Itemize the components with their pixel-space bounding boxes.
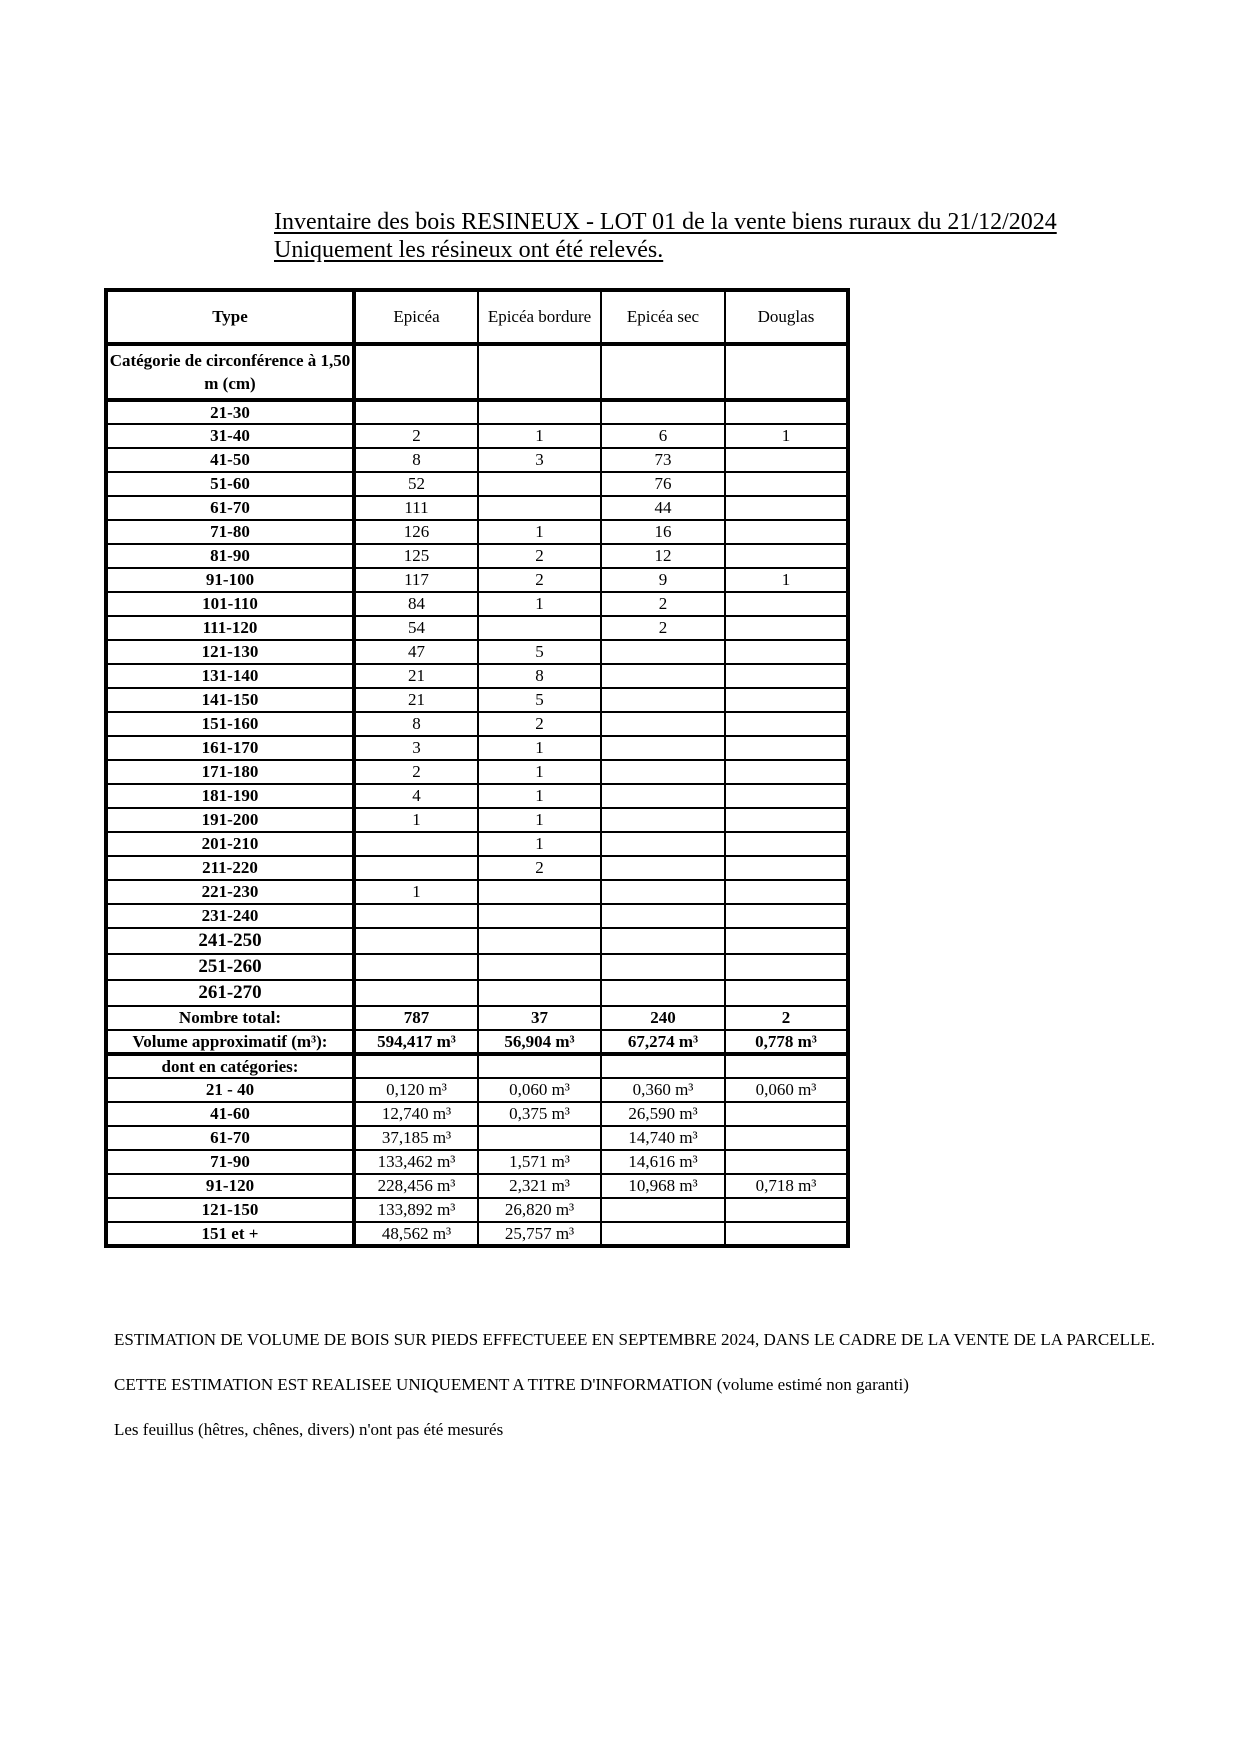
table-cell: 54	[354, 616, 478, 640]
table-row	[106, 954, 848, 980]
table-cell: 117	[354, 568, 478, 592]
table-cell: 16	[601, 520, 725, 544]
table-cell	[478, 954, 601, 980]
table-cell: 0,375 m³	[478, 1102, 601, 1126]
table-cell	[725, 472, 848, 496]
table-cell: 0,718 m³	[725, 1174, 848, 1198]
table-cell	[354, 928, 478, 954]
table-cell	[725, 784, 848, 808]
table-cell: 1	[725, 424, 848, 448]
table-cell: 37	[478, 1006, 601, 1030]
table-cell: 14,740 m³	[601, 1126, 725, 1150]
category-volume-row	[106, 1174, 848, 1198]
table-cell	[601, 712, 725, 736]
table-row	[106, 856, 848, 880]
table-row	[106, 880, 848, 904]
table-row	[106, 664, 848, 688]
table-cell	[601, 1054, 725, 1078]
table-cell: 21	[354, 688, 478, 712]
table-cell	[601, 344, 725, 400]
table-cell: 1	[354, 808, 478, 832]
table-cell: 2,321 m³	[478, 1174, 601, 1198]
table-cell	[601, 784, 725, 808]
volume-row	[106, 1030, 848, 1054]
dont-row	[106, 1054, 848, 1078]
heading-line-1: Inventaire des bois RESINEUX - LOT 01 de la vente biens ruraux du 21/12/2024	[274, 209, 1057, 235]
table-cell: 84	[354, 592, 478, 616]
row-label: 151 et +	[106, 1222, 354, 1246]
table-cell: 2	[601, 616, 725, 640]
table-cell	[725, 592, 848, 616]
table-row	[106, 688, 848, 712]
category-volume-row	[106, 1078, 848, 1102]
row-label: 221-230	[106, 880, 354, 904]
table-cell	[478, 880, 601, 904]
table-row	[106, 904, 848, 928]
row-label: 41-60	[106, 1102, 354, 1126]
table-cell: 125	[354, 544, 478, 568]
table-cell: 10,968 m³	[601, 1174, 725, 1198]
table-cell	[725, 712, 848, 736]
table-cell	[725, 664, 848, 688]
table-cell: 1	[725, 568, 848, 592]
table-cell: 44	[601, 496, 725, 520]
table-cell: 126	[354, 520, 478, 544]
table-row	[106, 424, 848, 448]
category-label-row	[106, 344, 848, 400]
table-cell: 21	[354, 664, 478, 688]
inventory-table	[104, 288, 850, 1248]
row-label: 61-70	[106, 1126, 354, 1150]
table-cell: 133,462 m³	[354, 1150, 478, 1174]
row-label: 131-140	[106, 664, 354, 688]
row-label: 101-110	[106, 592, 354, 616]
note-information: CETTE ESTIMATION EST REALISEE UNIQUEMENT A TITRE D'INFORMATION (volume estimé non garanti)	[114, 1375, 909, 1394]
table-cell: 37,185 m³	[354, 1126, 478, 1150]
table-cell: 0,120 m³	[354, 1078, 478, 1102]
row-label: 171-180	[106, 760, 354, 784]
table-cell: 787	[354, 1006, 478, 1030]
table-cell: 12,740 m³	[354, 1102, 478, 1126]
table-cell: 48,562 m³	[354, 1222, 478, 1246]
table-cell: 76	[601, 472, 725, 496]
table-cell	[725, 736, 848, 760]
row-label: 191-200	[106, 808, 354, 832]
table-cell	[354, 980, 478, 1006]
table-cell	[725, 904, 848, 928]
table-cell	[601, 980, 725, 1006]
document-heading	[274, 208, 1057, 264]
table-cell: 67,274 m³	[601, 1030, 725, 1054]
total-row	[106, 1006, 848, 1030]
table-row	[106, 592, 848, 616]
table-row	[106, 980, 848, 1006]
row-label: 31-40	[106, 424, 354, 448]
row-label: 121-150	[106, 1198, 354, 1222]
row-label: 211-220	[106, 856, 354, 880]
table-cell: 12	[601, 544, 725, 568]
table-cell	[601, 856, 725, 880]
table-cell: 228,456 m³	[354, 1174, 478, 1198]
table-cell	[725, 880, 848, 904]
table-cell: 1	[478, 520, 601, 544]
table-cell: 1	[354, 880, 478, 904]
row-label: 151-160	[106, 712, 354, 736]
table-cell: 5	[478, 688, 601, 712]
row-label: 91-100	[106, 568, 354, 592]
table-cell	[725, 520, 848, 544]
row-label: 81-90	[106, 544, 354, 568]
table-cell	[354, 832, 478, 856]
table-cell: 594,417 m³	[354, 1030, 478, 1054]
table-cell	[354, 1054, 478, 1078]
table-cell	[478, 904, 601, 928]
table-cell: 0,360 m³	[601, 1078, 725, 1102]
table-cell	[478, 496, 601, 520]
category-volume-row	[106, 1222, 848, 1246]
table-cell	[725, 688, 848, 712]
category-volume-row	[106, 1150, 848, 1174]
table-cell	[601, 664, 725, 688]
table-cell: 4	[354, 784, 478, 808]
row-label: 161-170	[106, 736, 354, 760]
row-label: 21-30	[106, 400, 354, 424]
table-cell: 1	[478, 760, 601, 784]
row-label: 201-210	[106, 832, 354, 856]
row-label: dont en catégories:	[106, 1054, 354, 1078]
table-row	[106, 568, 848, 592]
table-cell: 26,590 m³	[601, 1102, 725, 1126]
table-row	[106, 832, 848, 856]
table-cell: 111	[354, 496, 478, 520]
table-cell: 52	[354, 472, 478, 496]
table-cell	[478, 1054, 601, 1078]
table-cell: 8	[478, 664, 601, 688]
row-label: 71-80	[106, 520, 354, 544]
category-volume-row	[106, 1126, 848, 1150]
table-row	[106, 760, 848, 784]
table-cell	[601, 954, 725, 980]
row-label: 121-130	[106, 640, 354, 664]
table-cell	[725, 1222, 848, 1246]
table-cell	[725, 1054, 848, 1078]
table-cell	[354, 904, 478, 928]
col-header-epicea: Epicéa	[354, 290, 478, 344]
table-cell: 5	[478, 640, 601, 664]
note-estimation: ESTIMATION DE VOLUME DE BOIS SUR PIEDS EFFECTUEEE EN SEPTEMBRE 2024, DANS LE CADRE DE LA VENTE DE LA PARCELLE.	[114, 1330, 1155, 1349]
table-row	[106, 640, 848, 664]
table-row	[106, 400, 848, 424]
table-cell: 14,616 m³	[601, 1150, 725, 1174]
table-cell: 2	[478, 856, 601, 880]
table-cell: 56,904 m³	[478, 1030, 601, 1054]
table-cell	[725, 1198, 848, 1222]
table-cell: 3	[354, 736, 478, 760]
table-row	[106, 928, 848, 954]
table-cell: 2	[354, 424, 478, 448]
table-cell	[725, 928, 848, 954]
table-cell: 9	[601, 568, 725, 592]
table-row	[106, 712, 848, 736]
table-cell: 0,778 m³	[725, 1030, 848, 1054]
col-header-epicea-sec: Epicéa sec	[601, 290, 725, 344]
table-cell	[601, 1222, 725, 1246]
category-volume-row	[106, 1102, 848, 1126]
table-cell	[354, 954, 478, 980]
table-cell	[725, 616, 848, 640]
table-row	[106, 472, 848, 496]
row-label: 231-240	[106, 904, 354, 928]
row-label: 41-50	[106, 448, 354, 472]
table-cell	[725, 954, 848, 980]
table-cell	[725, 1102, 848, 1126]
table-cell: 1	[478, 736, 601, 760]
row-label: 241-250	[106, 928, 354, 954]
table-cell: 133,892 m³	[354, 1198, 478, 1222]
table-cell: 47	[354, 640, 478, 664]
table-row	[106, 544, 848, 568]
table-row	[106, 736, 848, 760]
table-cell	[725, 344, 848, 400]
notes-section	[114, 1328, 1174, 1463]
table-cell	[725, 544, 848, 568]
table-cell	[725, 980, 848, 1006]
category-label: Catégorie de circonférence à 1,50 m (cm)	[106, 344, 354, 400]
row-label: Nombre total:	[106, 1006, 354, 1030]
row-label: 111-120	[106, 616, 354, 640]
table-cell	[601, 688, 725, 712]
row-label: 141-150	[106, 688, 354, 712]
table-cell	[601, 880, 725, 904]
table-cell: 240	[601, 1006, 725, 1030]
table-row	[106, 448, 848, 472]
table-cell	[478, 472, 601, 496]
type-header: Type	[106, 290, 354, 344]
table-cell	[725, 400, 848, 424]
table-cell	[725, 832, 848, 856]
table-cell	[601, 760, 725, 784]
table-cell	[601, 904, 725, 928]
table-cell	[725, 856, 848, 880]
table-cell	[601, 400, 725, 424]
table-cell	[354, 400, 478, 424]
table-cell: 1,571 m³	[478, 1150, 601, 1174]
table-cell: 8	[354, 712, 478, 736]
table-cell	[354, 344, 478, 400]
table-cell: 2	[354, 760, 478, 784]
table-cell	[725, 496, 848, 520]
table-cell: 2	[478, 568, 601, 592]
table-cell	[725, 448, 848, 472]
row-label: 21 - 40	[106, 1078, 354, 1102]
table-cell	[478, 980, 601, 1006]
table-cell: 3	[478, 448, 601, 472]
row-label: 181-190	[106, 784, 354, 808]
row-label: 261-270	[106, 980, 354, 1006]
table-cell: 25,757 m³	[478, 1222, 601, 1246]
table-cell: 1	[478, 784, 601, 808]
table-cell	[601, 640, 725, 664]
table-cell	[478, 1126, 601, 1150]
table-cell	[725, 640, 848, 664]
table-cell: 73	[601, 448, 725, 472]
table-cell: 2	[478, 544, 601, 568]
table-cell	[354, 856, 478, 880]
table-row	[106, 616, 848, 640]
table-cell	[725, 1126, 848, 1150]
row-label: 71-90	[106, 1150, 354, 1174]
table-row	[106, 808, 848, 832]
category-volume-row	[106, 1198, 848, 1222]
col-header-douglas: Douglas	[725, 290, 848, 344]
table-cell: 2	[725, 1006, 848, 1030]
table-cell	[725, 760, 848, 784]
table-cell: 6	[601, 424, 725, 448]
table-row	[106, 496, 848, 520]
table-cell	[478, 344, 601, 400]
table-row	[106, 520, 848, 544]
table-cell	[601, 832, 725, 856]
table-cell	[601, 928, 725, 954]
row-label: Volume approximatif (m³):	[106, 1030, 354, 1054]
heading-line-2: Uniquement les résineux ont été relevés.	[274, 237, 664, 263]
table-cell	[478, 928, 601, 954]
row-label: 251-260	[106, 954, 354, 980]
col-header-epicea-bordure: Epicéa bordure	[478, 290, 601, 344]
table-cell: 1	[478, 592, 601, 616]
table-cell: 1	[478, 808, 601, 832]
table-cell	[601, 808, 725, 832]
table-header-row	[106, 290, 848, 344]
table-cell	[478, 616, 601, 640]
table-row	[106, 784, 848, 808]
table-cell: 2	[601, 592, 725, 616]
table-cell	[601, 736, 725, 760]
table-cell	[725, 808, 848, 832]
table-cell: 8	[354, 448, 478, 472]
table-cell	[725, 1150, 848, 1174]
row-label: 91-120	[106, 1174, 354, 1198]
table-cell: 2	[478, 712, 601, 736]
table-cell	[478, 400, 601, 424]
row-label: 51-60	[106, 472, 354, 496]
table-cell	[601, 1198, 725, 1222]
row-label: 61-70	[106, 496, 354, 520]
table-cell: 1	[478, 424, 601, 448]
table-cell: 26,820 m³	[478, 1198, 601, 1222]
table-cell: 0,060 m³	[725, 1078, 848, 1102]
table-cell: 1	[478, 832, 601, 856]
note-feuillus: Les feuillus (hêtres, chênes, divers) n'ont pas été mesurés	[114, 1420, 504, 1439]
table-cell: 0,060 m³	[478, 1078, 601, 1102]
